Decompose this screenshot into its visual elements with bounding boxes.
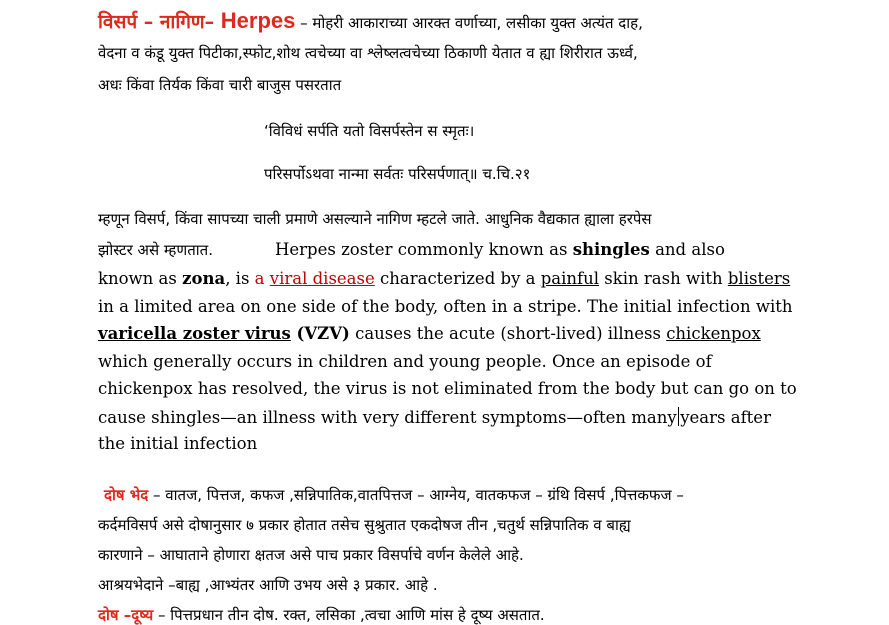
heading-line-3: अधः किंवा तिर्यक किंवा चारी बाजुस पसरतात [98, 76, 342, 94]
dosha-line-3: कारणाने – आघाताने होणारा क्षतज असे पाच प्रकार विसर्पाचे वर्णन केलेले आहे. [98, 546, 524, 564]
para-line-3 [98, 269, 790, 288]
dosha-line-1-text: – वातज, पित्तज, कफज ,सन्निपातिक,वातपित्तज – आग्नेय, वातकफज – ग्रंथि विसर्प ,पित्तकफज – [148, 486, 684, 504]
text-characterized: characterized by a [374, 269, 541, 288]
heading-title-english: Herpes [220, 8, 296, 33]
text-article-a: a [254, 269, 270, 288]
term-vzv: (VZV) [290, 324, 350, 343]
para-marathi-line-2: झोस्टर असे म्हणतात. [98, 241, 213, 259]
term-blisters: blisters [727, 269, 791, 288]
dosha-bheda-label: दोष भेद [104, 486, 149, 504]
para-line-9: the initial infection [98, 434, 258, 453]
dosha-line-1 [98, 485, 684, 505]
heading-line-1 [98, 8, 643, 34]
text-cause-shingles: cause shingles—an illness with very different symptoms—often many [98, 408, 677, 427]
verse-line-1: ‘विविधं सर्पति यतो विसर्पस्तेन स स्मृतः। [264, 122, 475, 140]
para-line-2 [98, 240, 725, 260]
text-skin-rash: skin rash with [599, 269, 728, 288]
para-line-4: in a limited area on one side of the body, often in a stripe. The initial infection with [98, 297, 793, 316]
dushya-text: – पित्तप्रधान तीन दोष. रक्त, लसिका ,त्वचा आणि मांस हे दूष्य असतात. [153, 606, 545, 624]
heading-title-marathi: विसर्प – नागिण– [98, 11, 221, 33]
para-english-intro-end: and also [649, 240, 725, 259]
term-zona: zona [182, 269, 226, 288]
para-marathi-line-1: म्हणून विसर्प, किंवा सापच्या चाली प्रमाणे असल्याने नागिण म्हटले जाते. आधुनिक वैद्यकात ह्याला हरपेस [98, 210, 652, 228]
dosha-line-2: कर्दमविसर्प असे दोषानुसार ७ प्रकार होतात तसेच सुश्रुतात एकदोषज तीन ,चतुर्थ सन्निपातिक व बाह्य [98, 516, 631, 534]
term-varicella-zoster-virus: varicella zoster virus [98, 324, 291, 343]
para-line-8 [98, 407, 771, 427]
heading-line-2: वेदना व कंडू युक्त पिटीका,स्फोट,शोथ त्वचेच्या वा श्लेष्लत्वचेच्या ठिकाणी येतात व ह्या शिरीरात ऊर्ध्व, [98, 44, 638, 62]
term-chickenpox: chickenpox [666, 324, 761, 343]
verse-line-2: परिसर्पोऽथवा नान्मा सर्वतः परिसर्पणात्॥ च.चि.२१ [264, 165, 531, 183]
para-english-intro: Herpes zoster commonly known as [275, 240, 573, 259]
para-line-6: which generally occurs in children and young people. Once an episode of [98, 352, 712, 371]
text-cursor [678, 407, 680, 426]
text-years-after: years after [680, 408, 771, 427]
text-causes: causes the acute (short-lived) illness [349, 324, 667, 343]
term-painful: painful [540, 269, 600, 288]
text-is: , is [225, 269, 255, 288]
text-known-as: known as [98, 269, 183, 288]
heading-line-1-text: – मोहरी आकाराच्या आरक्त वर्णाच्या, लसीका युक्त अत्यंत दाह, [295, 14, 643, 32]
para-line-5 [98, 324, 761, 343]
dosha-dushya-label: दोष –दूष्य [98, 606, 154, 624]
dushya-line [98, 605, 545, 625]
link-viral-disease[interactable]: viral disease [269, 269, 375, 288]
para-line-7: chickenpox has resolved, the virus is not eliminated from the body but can go on to [98, 379, 797, 398]
dosha-line-4: आश्रयभेदाने –बाह्य ,आभ्यंतर आणि उभय असे ३ प्रकार. आहे . [98, 576, 438, 594]
term-shingles: shingles [572, 240, 650, 259]
